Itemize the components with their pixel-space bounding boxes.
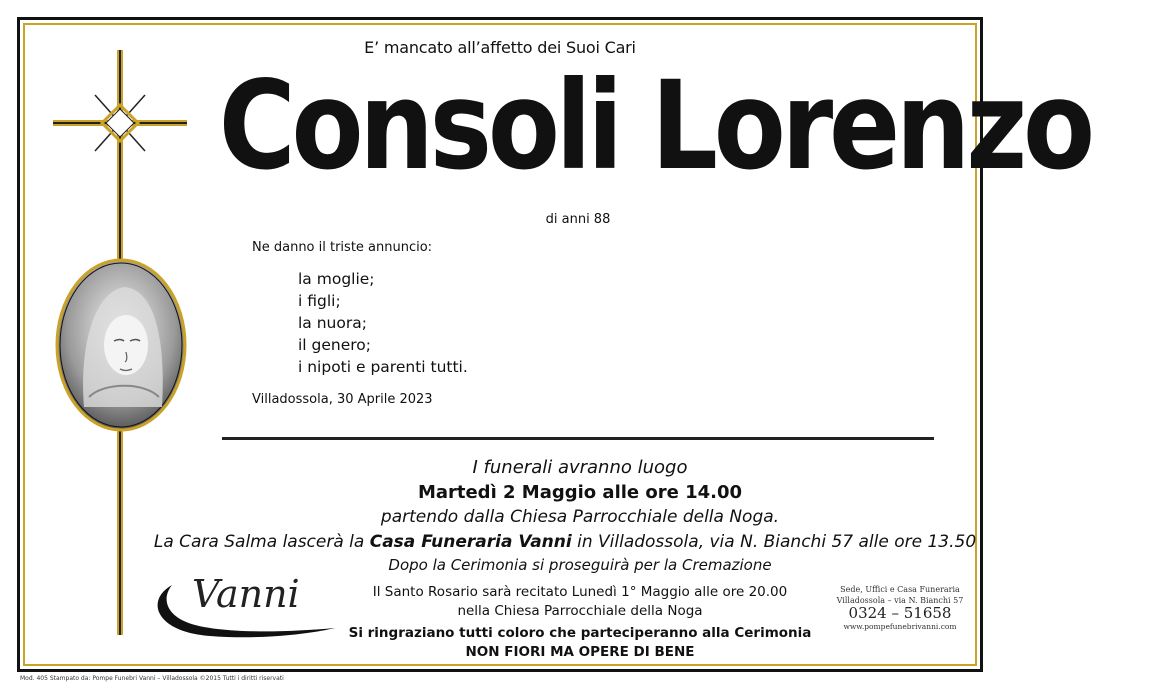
salma-post: in Villadossola, via N. Bianchi 57 alle ore 13.50	[571, 532, 977, 552]
divider	[222, 437, 934, 440]
agency-website: www.pompefunebrivanni.com	[843, 622, 957, 631]
agency-logo	[150, 570, 340, 640]
relative-item: il genero;	[298, 336, 372, 354]
announce-text: Ne danno il triste annuncio:	[252, 240, 433, 255]
logo-text: Vanni	[192, 572, 300, 616]
print-footer: Mod. 405 Stampato da: Pompe Funebri Vanni – Villadossola ©2015 Tutti i diritti riservati	[20, 675, 284, 682]
thanks-text: Si ringraziano tutti coloro che parteciperanno alla Cerimonia	[348, 625, 812, 641]
rosary-line: Il Santo Rosario sarà recitato Lunedì 1° Maggio alle ore 20.00	[372, 584, 788, 600]
funeral-departure: partendo dalla Chiesa Parrocchiale della Noga.	[380, 507, 780, 527]
cremation-text: Dopo la Cerimonia si proseguirà per la Cremazione	[388, 556, 772, 574]
rosary-place: nella Chiesa Parrocchiale della Noga	[457, 603, 703, 619]
funeral-date: Martedì 2 Maggio alle ore 14.00	[417, 482, 743, 503]
relative-item: la nuora;	[298, 314, 367, 332]
agency-address-1: Sede, Uffici e Casa Funeraria	[840, 585, 960, 594]
salma-pre: La Cara Salma lascerà la	[153, 532, 370, 552]
relative-item: i figli;	[298, 292, 341, 310]
relative-item: i nipoti e parenti tutti.	[298, 358, 468, 376]
agency-address-2: Villadossola – via N. Bianchi 57	[836, 596, 964, 605]
funeral-home-name: Casa Funeraria Vanni	[369, 532, 572, 552]
madonna-portrait	[54, 257, 188, 433]
relative-item: la moglie;	[298, 270, 375, 288]
place-date: Villadossola, 30 Aprile 2023	[252, 392, 433, 407]
agency-phone: 0324 – 51658	[848, 604, 952, 622]
funeral-intro: I funerali avranno luogo	[472, 457, 688, 478]
intro-text: E’ mancato all’affetto dei Suoi Cari	[364, 38, 636, 57]
no-flowers-text: NON FIORI MA OPERE DI BENE	[465, 644, 695, 660]
funeral-salma	[130, 532, 1000, 552]
deceased-name: Consoli Lorenzo	[218, 55, 1091, 197]
age-text: di anni 88	[545, 212, 611, 227]
